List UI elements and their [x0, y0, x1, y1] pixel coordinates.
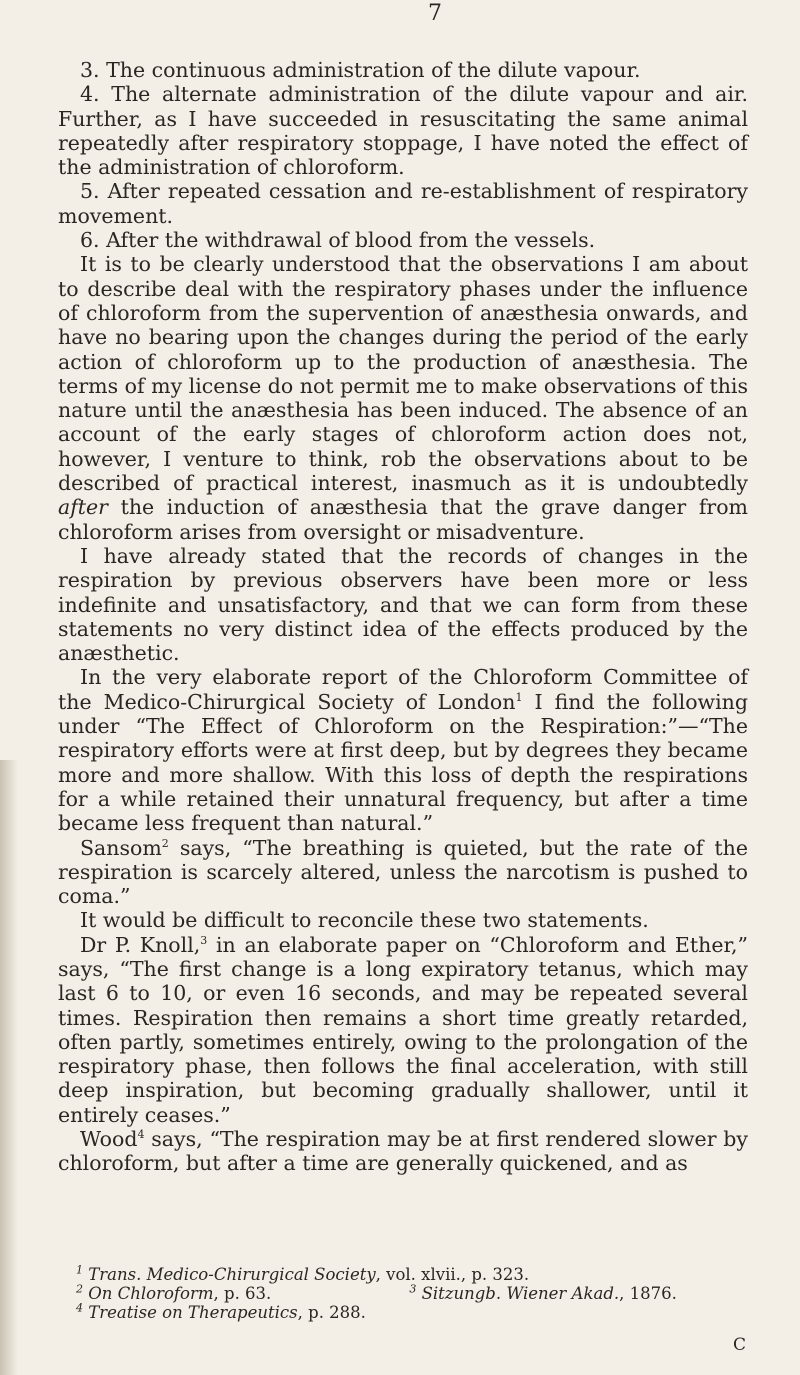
emphasis-after: after [58, 495, 108, 520]
footnote-1 [58, 1265, 748, 1284]
footnote-mark: 4 [76, 1301, 83, 1315]
footnote-title: Sitzungb. Wiener Akad. [421, 1284, 620, 1303]
paragraph-text: Dr P. Knoll, [80, 932, 201, 957]
footnote-3 [391, 1284, 677, 1303]
body-text [58, 58, 748, 1176]
footnote-ref-1: 1 [515, 690, 523, 704]
footnote-ref-4: 4 [137, 1128, 145, 1142]
paragraph-text: says, “The breathing is quieted, but the rate of the respiration is scarcely altered, unless the narcotism is pushed to coma.” [58, 835, 748, 909]
footnote-title: On Chloroform [88, 1284, 214, 1303]
footnote-detail: , p. 63. [213, 1284, 272, 1303]
paragraph-item-6: 6. After the withdrawal of blood from the vessels. [80, 228, 596, 253]
paragraph-sansom [58, 836, 748, 909]
paragraph-item-3: 3. The continuous administration of the dilute vapour. [80, 58, 641, 82]
paragraph-text: Wood [80, 1127, 138, 1152]
page-number: 7 [428, 1, 442, 26]
paragraph-text: Sansom [80, 835, 162, 860]
footnote-ref-3: 3 [200, 933, 208, 947]
footnote-detail: , vol. xlvii., p. 323. [375, 1265, 530, 1284]
footnote-detail: , p. 288. [297, 1303, 366, 1322]
footnote-mark: 1 [76, 1263, 83, 1277]
paragraph-text: says, “The respiration may be at first rendered slower by chloroform, but after a time are generally quickened, and as [58, 1127, 748, 1176]
paragraph-reconcile: It would be difficult to reconcile these two statements. [80, 908, 649, 933]
paragraph-clarification [58, 252, 748, 544]
paragraph-text: I find the following under “The Effect of Chloroform on the Respiration:”—“The respiratory efforts were at first deep, but by degrees they became more and more shallow. With this loss of depth the respirations for a while retained their unnatural frequency, but after a time became less frequent than natural.” [58, 689, 748, 836]
footnote-2 [58, 1284, 271, 1303]
footnote-mark: 2 [76, 1282, 83, 1296]
paragraph-wood [58, 1127, 748, 1176]
footnote-title: Trans. Medico-Chirurgical Society [88, 1265, 376, 1284]
footnote-row [58, 1284, 748, 1303]
signature-mark: C [733, 1335, 747, 1355]
paragraph-text: the induction of anæsthesia that the grave danger from chloroform arises from oversight or misadventure. [58, 495, 748, 544]
paragraph-item-4: 4. The alternate administration of the dilute vapour and air. Further, as I have succeeded in resuscitating the same animal repeatedly after respiratory stoppage, I have noted the effect of the administration of chloroform. [58, 82, 748, 180]
paragraph-item-5: 5. After repeated cessation and re-establishment of respiratory movement. [58, 179, 748, 228]
paragraph-previous-records: I have already stated that the records of changes in the respiration by previous observers have been more or less indefinite and unsatisfactory, and that we can form from these statements no very distinct idea of the effects produced by the anæsthetic. [58, 543, 748, 666]
paragraph-text: In the very elaborate report of the Chloroform Committee of the Medico-Chirurgical Society of London [58, 665, 748, 714]
page-edge-shadow [0, 760, 18, 1375]
footnote-4 [58, 1303, 748, 1322]
footnote-mark: 3 [409, 1282, 417, 1296]
footnotes [58, 1265, 748, 1322]
paragraph-committee-report [58, 665, 748, 835]
footnote-detail: , 1876. [619, 1284, 677, 1303]
paragraph-text: in an elaborate paper on “Chloroform and Ether,” says, “The first change is a long expiratory tetanus, which may last 6 to 10, or even 16 seconds, and may be repeated several times. Respiration then remains a short time greatly retarded, often partly, sometimes entirely, owing to the prolongation of the respiratory phase, then follows the final acceleration, with still deep inspiration, but becoming gradually shallower, until it entirely ceases.” [58, 932, 749, 1127]
footnote-title: Treatise on Therapeutics [88, 1303, 298, 1322]
paragraph-text: It is to be clearly understood that the observations I am about to describe deal with the respiratory phases under the influence of chloroform from the supervention of anæsthesia onwards, and have no bearing upon the changes during the period of the early action of chloroform up to the production of anæsthesia. The terms of my license do not permit me to make observations of this nature until the anæsthesia has been induced. The absence of an account of the early stages of chloroform action does not, however, I venture to think, rob the observations about to be described of practical interest, inasmuch as it is undoubtedly [58, 252, 748, 496]
paragraph-knoll [58, 933, 748, 1127]
footnote-ref-2: 2 [161, 836, 169, 850]
